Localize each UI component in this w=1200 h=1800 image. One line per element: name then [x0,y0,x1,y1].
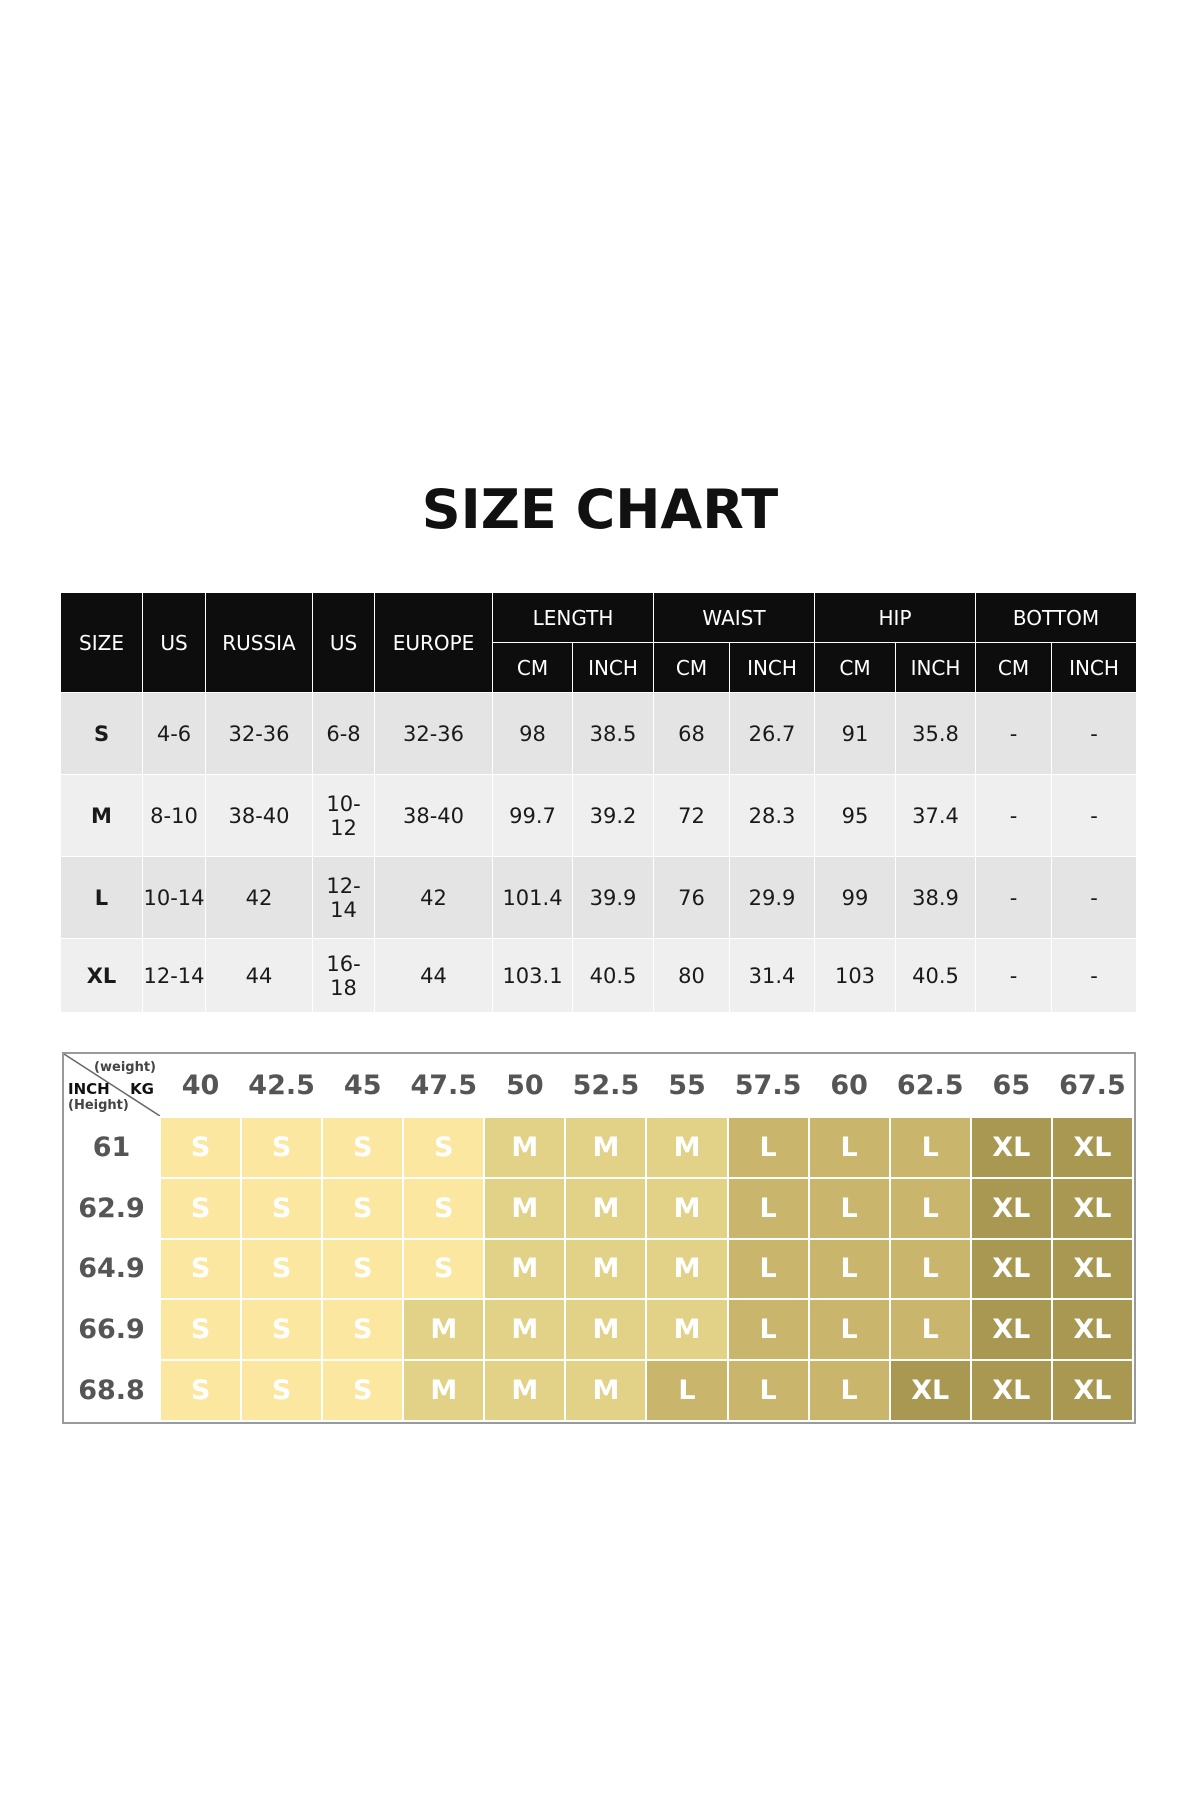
cell-us2: 16-18 [313,939,375,1013]
cell-us2: 10-12 [313,775,375,857]
cell-length-inch: 39.2 [573,775,654,857]
weight-header: 50 [484,1054,565,1117]
fit-size-cell: S [322,1239,403,1300]
fit-size-cell: XL [1052,1299,1133,1360]
cell-waist-inch: 29.9 [730,857,815,939]
fit-size-cell: S [160,1239,241,1300]
header-size: SIZE [61,593,143,693]
cell-bottom-cm: - [976,775,1052,857]
grid-row [64,1178,1133,1239]
weight-header: 47.5 [403,1054,484,1117]
header-us: US [143,593,206,693]
fit-size-cell: XL [890,1360,971,1421]
fit-size-cell: M [484,1299,565,1360]
cell-russia: 44 [206,939,313,1013]
fit-size-cell: XL [1052,1117,1133,1178]
cell-length-inch: 39.9 [573,857,654,939]
cell-bottom-inch: - [1052,693,1137,775]
fit-size-cell: S [322,1360,403,1421]
fit-size-cell: XL [971,1239,1052,1300]
cell-waist-cm: 72 [654,775,730,857]
fit-size-cell: L [809,1360,890,1421]
table-row [61,693,1137,775]
cell-europe: 44 [375,939,493,1013]
height-header: 62.9 [64,1178,160,1239]
header-waist: WAIST [654,593,815,643]
cell-length-cm: 98 [493,693,573,775]
fit-size-cell: S [241,1239,322,1300]
fit-size-cell: XL [971,1299,1052,1360]
cell-hip-inch: 40.5 [896,939,976,1013]
fit-size-cell: S [403,1239,484,1300]
cell-us: 12-14 [143,939,206,1013]
fit-size-cell: S [241,1178,322,1239]
fit-size-cell: S [322,1178,403,1239]
cell-waist-inch: 26.7 [730,693,815,775]
cell-us: 4-6 [143,693,206,775]
fit-size-cell: S [322,1117,403,1178]
cell-length-inch: 38.5 [573,693,654,775]
table-row [61,775,1137,857]
table-row [61,939,1137,1013]
cell-russia: 42 [206,857,313,939]
header-waist-inch: INCH [730,643,815,693]
fit-size-cell: L [890,1117,971,1178]
corner-inch-label: INCH [68,1080,110,1098]
weight-height-fit-grid [62,1052,1136,1424]
fit-size-cell: XL [1052,1178,1133,1239]
header-length-cm: CM [493,643,573,693]
grid-corner-label [64,1054,160,1117]
fit-size-cell: S [241,1117,322,1178]
corner-weight-label: (weight) [94,1060,156,1075]
fit-size-cell: L [728,1117,809,1178]
fit-size-cell: XL [1052,1239,1133,1300]
fit-size-cell: L [890,1239,971,1300]
fit-size-cell: XL [971,1117,1052,1178]
fit-size-cell: L [809,1178,890,1239]
fit-size-cell: M [484,1360,565,1421]
cell-size: M [61,775,143,857]
header-us-alt: US [313,593,375,693]
cell-russia: 38-40 [206,775,313,857]
cell-hip-cm: 95 [815,775,896,857]
cell-us: 8-10 [143,775,206,857]
fit-size-cell: M [565,1360,646,1421]
fit-size-cell: S [160,1117,241,1178]
cell-size: L [61,857,143,939]
fit-size-cell: M [646,1178,727,1239]
page-title: SIZE CHART [421,478,779,541]
weight-header: 40 [160,1054,241,1117]
weight-header: 45 [322,1054,403,1117]
fit-size-cell: L [728,1299,809,1360]
grid-row [64,1360,1133,1421]
header-length: LENGTH [493,593,654,643]
height-header: 66.9 [64,1299,160,1360]
fit-size-cell: M [565,1239,646,1300]
fit-size-cell: XL [971,1178,1052,1239]
weight-header: 67.5 [1052,1054,1133,1117]
cell-waist-cm: 80 [654,939,730,1013]
cell-bottom-inch: - [1052,939,1137,1013]
fit-size-cell: L [809,1299,890,1360]
fit-size-cell: S [160,1360,241,1421]
fit-size-cell: L [728,1360,809,1421]
fit-size-cell: S [241,1360,322,1421]
corner-height-label: (Height) [68,1098,129,1113]
cell-waist-cm: 68 [654,693,730,775]
cell-hip-inch: 35.8 [896,693,976,775]
cell-bottom-cm: - [976,693,1052,775]
cell-europe: 38-40 [375,775,493,857]
header-europe: EUROPE [375,593,493,693]
height-header: 61 [64,1117,160,1178]
cell-hip-inch: 38.9 [896,857,976,939]
fit-size-cell: M [484,1117,565,1178]
cell-us2: 12-14 [313,857,375,939]
cell-waist-cm: 76 [654,857,730,939]
cell-length-cm: 101.4 [493,857,573,939]
cell-bottom-cm: - [976,939,1052,1013]
grid-row [64,1299,1133,1360]
header-length-inch: INCH [573,643,654,693]
fit-size-cell: L [728,1178,809,1239]
cell-length-cm: 99.7 [493,775,573,857]
fit-size-cell: XL [1052,1360,1133,1421]
weight-header: 65 [971,1054,1052,1117]
weight-header: 62.5 [890,1054,971,1117]
cell-hip-cm: 103 [815,939,896,1013]
fit-size-cell: S [241,1299,322,1360]
table-row [61,857,1137,939]
cell-hip-cm: 99 [815,857,896,939]
fit-size-cell: M [484,1178,565,1239]
cell-russia: 32-36 [206,693,313,775]
header-waist-cm: CM [654,643,730,693]
fit-size-cell: M [484,1239,565,1300]
cell-size: XL [61,939,143,1013]
cell-bottom-inch: - [1052,775,1137,857]
fit-size-cell: L [890,1178,971,1239]
fit-size-cell: L [809,1117,890,1178]
cell-us2: 6-8 [313,693,375,775]
header-russia: RUSSIA [206,593,313,693]
fit-size-cell: M [646,1239,727,1300]
grid-row [64,1117,1133,1178]
fit-size-cell: S [403,1117,484,1178]
fit-size-cell: L [728,1239,809,1300]
fit-size-cell: M [403,1299,484,1360]
measurement-table-body [61,693,1137,1013]
header-hip: HIP [815,593,976,643]
fit-size-cell: M [565,1299,646,1360]
fit-size-cell: XL [971,1360,1052,1421]
header-hip-inch: INCH [896,643,976,693]
cell-length-cm: 103.1 [493,939,573,1013]
cell-hip-inch: 37.4 [896,775,976,857]
weight-header: 60 [809,1054,890,1117]
fit-size-cell: L [809,1239,890,1300]
cell-waist-inch: 28.3 [730,775,815,857]
fit-size-cell: L [890,1299,971,1360]
cell-bottom-inch: - [1052,857,1137,939]
grid-row [64,1239,1133,1300]
fit-size-cell: M [565,1117,646,1178]
cell-europe: 32-36 [375,693,493,775]
header-bottom-inch: INCH [1052,643,1137,693]
weight-header: 55 [646,1054,727,1117]
fit-size-cell: M [403,1360,484,1421]
cell-hip-cm: 91 [815,693,896,775]
cell-length-inch: 40.5 [573,939,654,1013]
fit-size-cell: S [160,1299,241,1360]
cell-us: 10-14 [143,857,206,939]
header-bottom-cm: CM [976,643,1052,693]
header-bottom: BOTTOM [976,593,1137,643]
header-hip-cm: CM [815,643,896,693]
measurement-table [60,592,1137,1013]
height-header: 68.8 [64,1360,160,1421]
corner-kg-label: KG [130,1080,154,1098]
weight-header: 42.5 [241,1054,322,1117]
fit-size-cell: M [565,1178,646,1239]
cell-bottom-cm: - [976,857,1052,939]
weight-header: 57.5 [728,1054,809,1117]
cell-size: S [61,693,143,775]
cell-europe: 42 [375,857,493,939]
cell-waist-inch: 31.4 [730,939,815,1013]
fit-size-cell: L [646,1360,727,1421]
weight-header: 52.5 [565,1054,646,1117]
fit-size-cell: S [322,1299,403,1360]
height-header: 64.9 [64,1239,160,1300]
fit-size-cell: S [403,1178,484,1239]
fit-size-cell: S [160,1178,241,1239]
fit-size-cell: M [646,1117,727,1178]
fit-size-cell: M [646,1299,727,1360]
